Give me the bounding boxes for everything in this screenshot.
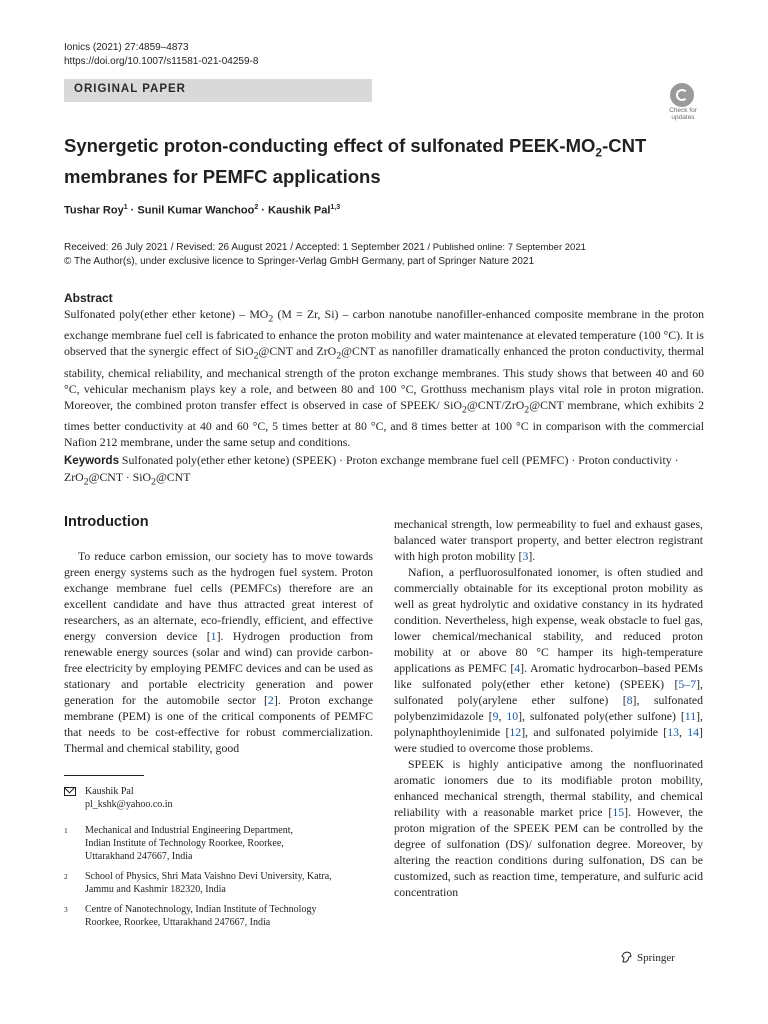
envelope-icon [64,787,76,796]
paragraph: To reduce carbon emission, our society has to move towards green energy systems such as the hydrogen fuel system. Proton exchange membrane fuel cells (PEMFCs) therefore are an excellent candidate and have thus attracted great interest of researchers, as an alternate, eco-friendly, efficient, and effective energy conversion device [1]. Hydrogen production from renewable energy sources (solar and wind) can provide carbon-free electricity by employing PEMFC devices and can be used as stationary and portable electricity generation and power generation for the automobile sector [2]. Proton exchange membrane (PEM) is one of the critical components of PEMFC that needs to be cost-effective for robust commercialization. Thermal and chemical stability, good [64,549,373,755]
keywords: Keywords Sulfonated poly(ether ether ketone) (SPEEK) · Proton exchange membrane fuel cell (PEMFC) · Proton conductivity · ZrO$_2$@CNT · SiO$_2$@CNT [64,453,679,488]
abstract-text: Sulfonated poly(ether ether ketone) – $MO_2$ (M = Zr, Si) – carbon nanotube nanofiller-enhanced composite membrane in the proton exchange membrane fuel cell is fabricated to enhance the proton mobility and water maintenance at elevated temperature (100 °C). It is observed that the synergic effect of SiO$_2$@CNT and ZrO$_2$@CNT as nanofiller dramatically enhanced the proton conductivity, thermal stability, chemical reliability, and mechanical strength of the proton exchange membranes. This study shows that between 40 and 60 °C, vehicular mechanism plays key a role, and between 80 and 100 °C, Grotthuss mechanism plays vital role in proton migration. Moreover, the combined proton transfer effect is observed in case of SPEEK/ SiO$_2$@CNT/ZrO$_2$@CNT membrane, which exhibits 2 times better conductivity at 40 and 60 °C, 5 times better at 80 °C, and 8 times better at 100 °C in comparison with the commercial Nafion 212 membrane, under the same setup and conditions. [64,307,704,450]
publisher-logo [621,951,675,964]
paper-type-label: ORIGINAL PAPER [74,83,186,95]
paragraph: Nafion, a perfluorosulfonated ionomer, is often studied and commercially obtainable for its exceptional proton mobility as well as great hydrolytic and oxidative constancy in its hydrated condition. Nevertheless, high expense, weak obstacle to fuel gas, lower chemical/mechanical stability, and reduced proton mobility at or above 80 °C hamper its high-temperature applications as PEMFC [4]. Aromatic hydrocarbon–based PEMs like sulfonated poly(ether ether ketone) (SPEEK) [5–7], sulfonated poly(arylene ether sulfone) [8], sulfonated polybenzimidazole [9, 10], sulfonated poly(ether sulfone) [11], polynaphthoylenimide [12], and sulfonated polyimide [13, 14] were studied to overcome those problems. [394,565,703,755]
author-name[interactable]: Kaushik Pal [268,204,331,217]
intro-left-column [64,548,373,756]
citation-link[interactable]: 9 [492,709,499,723]
affiliation: 1 Mechanical and Industrial Engineering Department, Indian Institute of Technology Roorkee, Roorkee, Uttarakhand 247667, India [64,825,293,862]
affiliation: 3 Centre of Nanotechnology, Indian Institute of Technology Roorkee, Roorkee, Uttarakhand 247667, India [64,904,317,928]
paragraph: mechanical strength, low permeability to fuel and exhaust gases, balanced water transport property, and better electron registrant with high proton mobility [3]. [394,517,703,563]
corresponding-author: Kaushik Pal [85,786,134,797]
author-name[interactable]: Tushar Roy [64,204,124,217]
springer-horse-icon [621,951,632,963]
citation-link[interactable]: 12 [509,725,522,739]
journal-citation [64,41,258,69]
paper-title: Synergetic proton-conducting effect of sulfonated PEEK-$MO_2$-CNT membranes for PEMFC applications [64,135,647,187]
refresh-icon [670,83,694,107]
intro-right-column [394,516,703,900]
publication-dates: Received: 26 July 2021 / Revised: 26 August 2021 / Accepted: 1 September 2021 / Published online: 7 September 2021 © The Author(s), under exclusive licence to Springer-Verlag GmbH Germany, part of Springer Nature 2021 [64,242,586,267]
citation-link[interactable]: 1 [210,629,217,643]
check-for-updates-badge[interactable] [663,83,703,125]
affiliation: 2 School of Physics, Shri Mata Vaishno Devi University, Katra, Jammu and Kashmir 182320, India [64,871,332,895]
citation-link[interactable]: 13 [667,725,679,739]
author-list: Tushar Roy$^1$ · Sunil Kumar Wanchoo$^2$ · Kaushik Pal$^{1,3}$ [64,204,341,217]
email-link[interactable]: pl_kshk@yahoo.co.in [85,799,173,810]
check-updates-label: Check for updates [669,107,697,121]
citation-text: Ionics (2021) 27:4859–4873 [64,42,189,53]
citation-link[interactable]: 15 [612,805,625,819]
citation-link[interactable]: 8 [626,693,633,707]
paper-type-banner [64,79,372,102]
citation-link[interactable]: 10 [506,709,519,723]
correspondence [64,785,173,811]
citation-link[interactable]: 11 [684,709,697,723]
paragraph: SPEEK is highly anticipative among the nonfluorinated aromatic ionomers due to its modifiable proton mobility, enhanced mechanical strength, thermal stability, and chemical reliability with a reasonable market price [15]. However, the proton migration of the SPEEK PEM can be controlled by the degree of sulfonation (DS)/ sulfonation degree. Moreover, by altering the reaction conditions during sulfonation, DS can be customized, such as reaction time, temperature, and sulfuric acid concentration [394,757,703,899]
citation-link[interactable]: 14 [687,725,700,739]
keywords-label: Keywords [64,455,119,467]
citation-link[interactable]: 5–7 [678,677,697,691]
footnote-divider [64,775,144,776]
doi-link[interactable]: https://doi.org/10.1007/s11581-021-04259-8 [64,56,259,67]
publisher-name: Springer [637,952,675,964]
citation-link[interactable]: 4 [514,661,521,675]
introduction-heading: Introduction [64,514,149,530]
author-name[interactable]: Sunil Kumar Wanchoo [137,204,255,217]
abstract-heading: Abstract [64,291,113,305]
citation-link[interactable]: 2 [267,693,274,707]
citation-link[interactable]: 3 [522,549,529,563]
